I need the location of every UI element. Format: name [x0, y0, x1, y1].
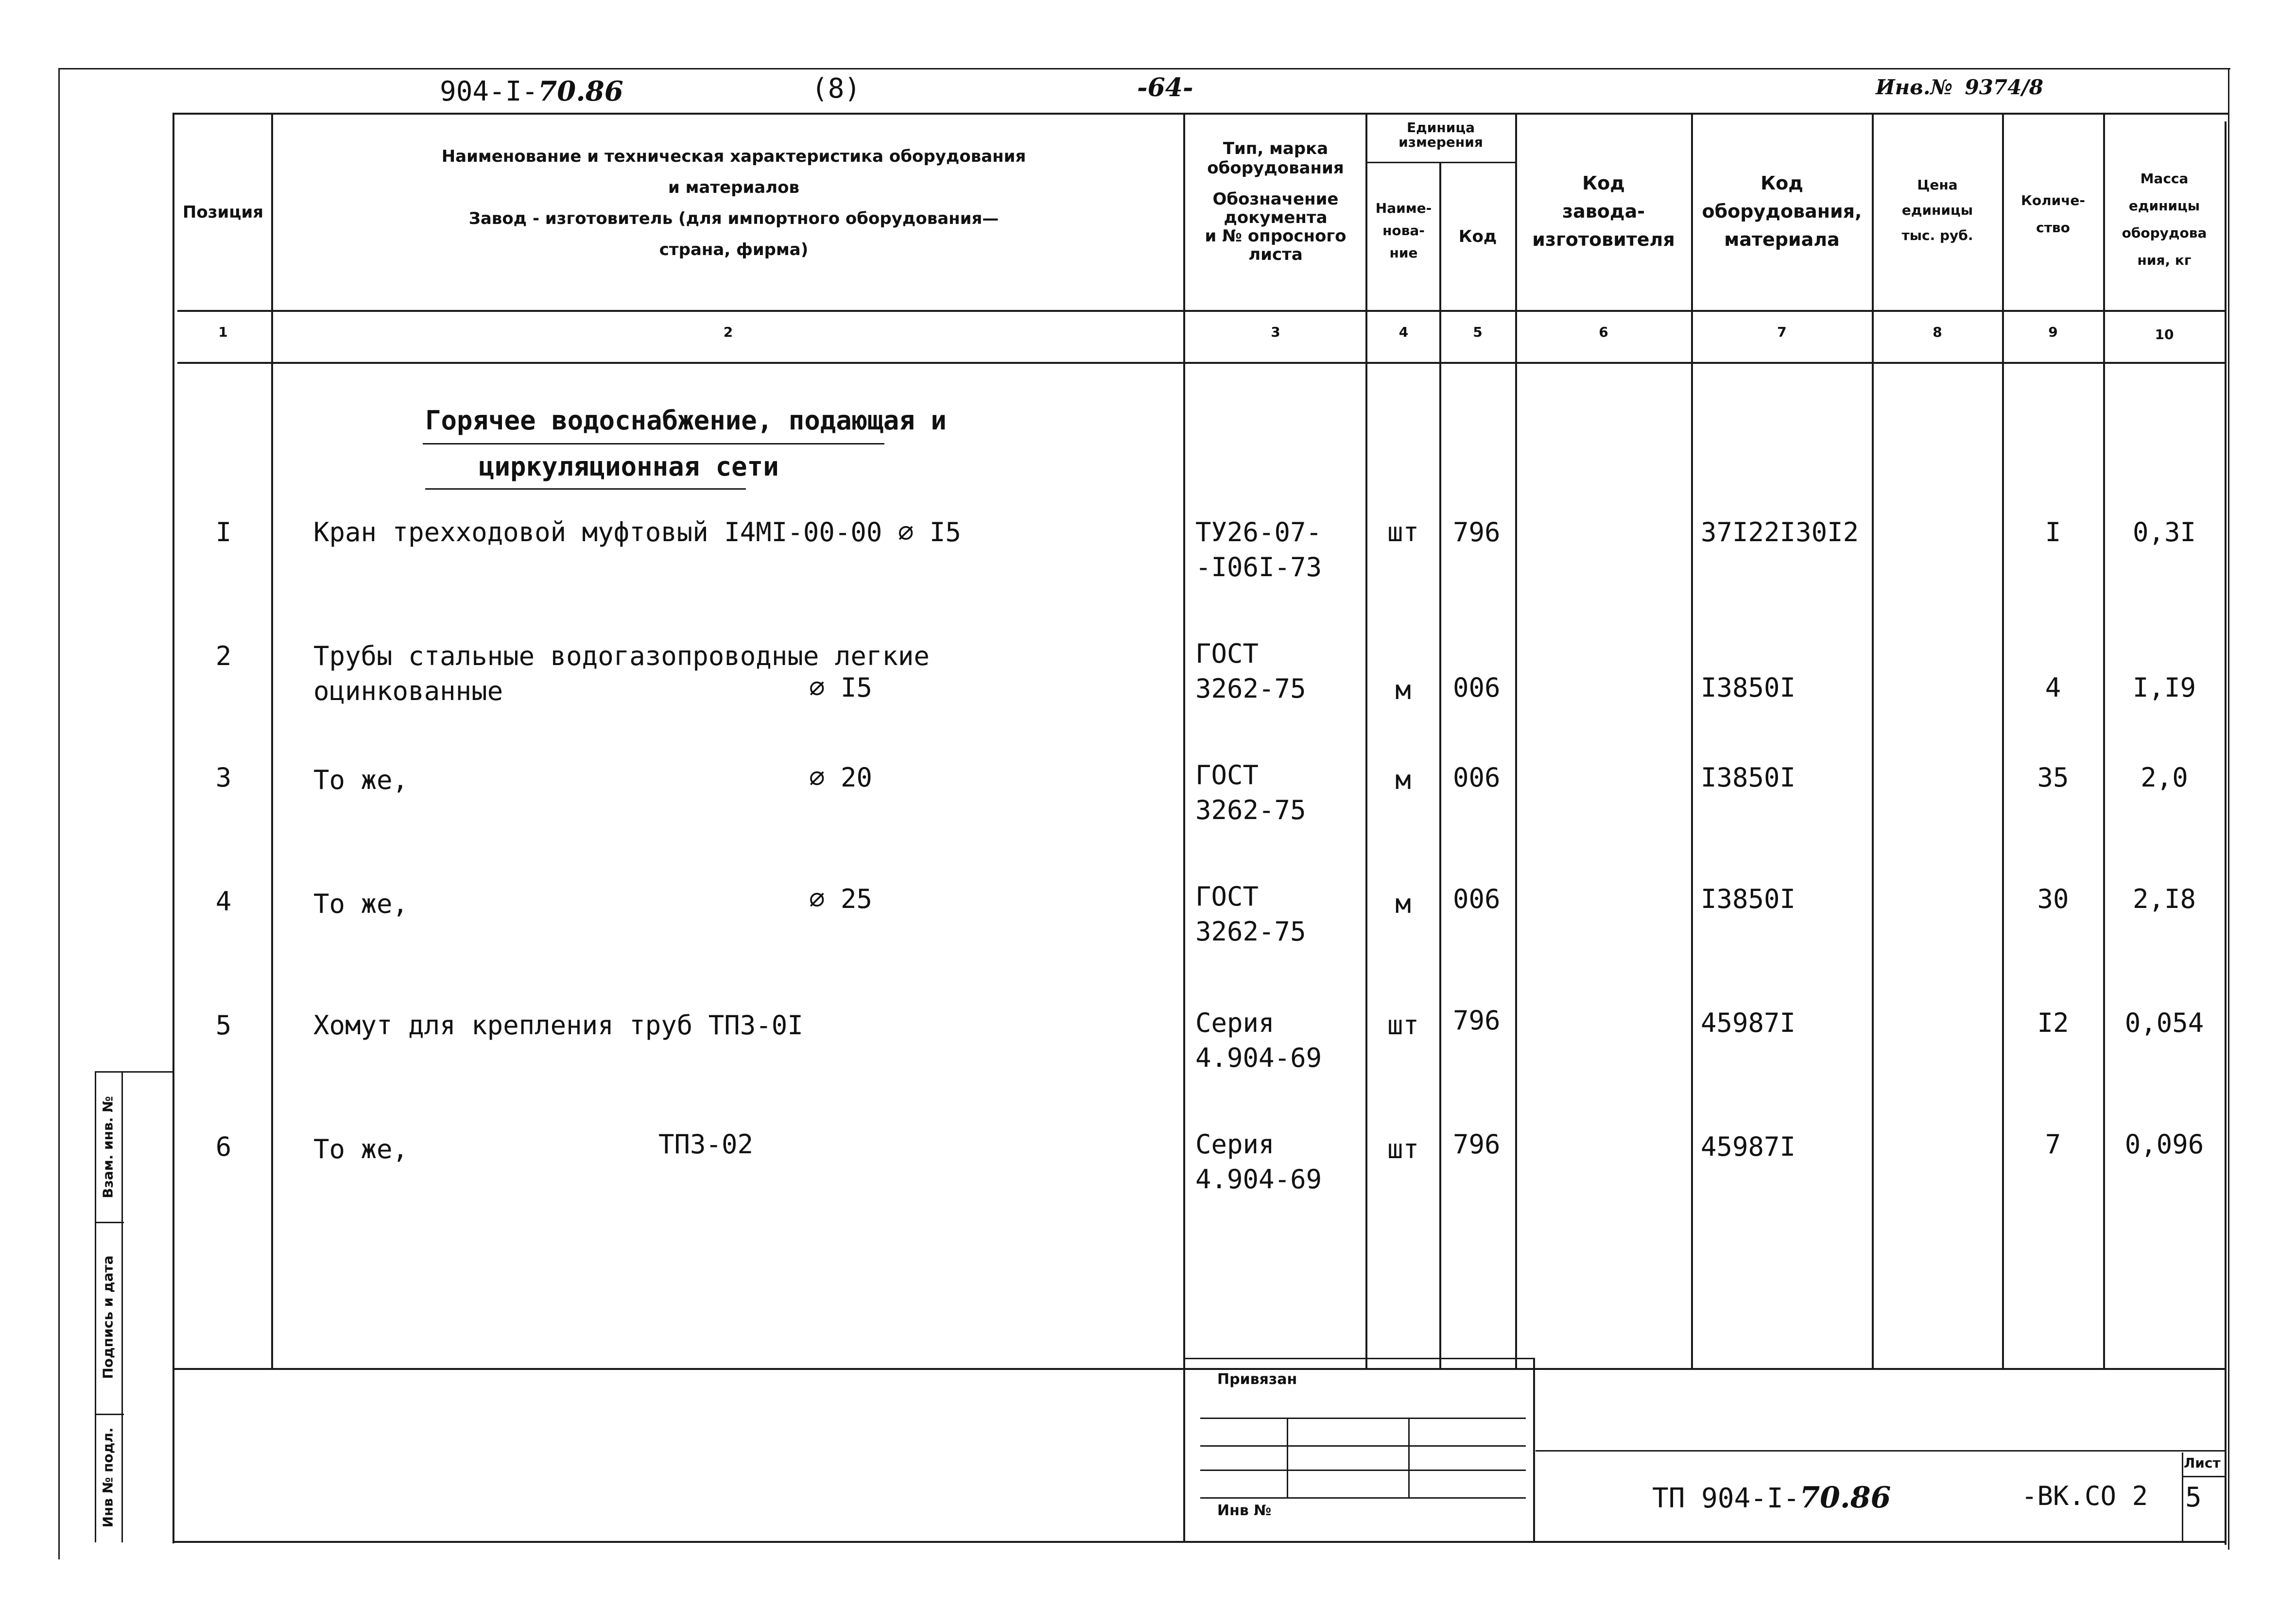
- sheet-number: 5: [2185, 1482, 2202, 1513]
- section-title-line-1: Горячее водоснабжение, подающая и: [425, 405, 947, 436]
- row1-unit-code: 796: [1453, 517, 1501, 547]
- row2-unit-code: 006: [1453, 672, 1501, 703]
- table-bottom-line: [173, 1541, 2226, 1543]
- section-title-underline-1: [423, 443, 884, 444]
- sheet-box-left: [2182, 1453, 2183, 1542]
- row6-mass: 0,096: [2124, 1129, 2204, 1160]
- col-header-price: Цена единицы тыс. руб.: [1901, 177, 1973, 243]
- row3-unit: м: [1395, 765, 1411, 795]
- outer-top-line: [58, 68, 2230, 69]
- linked-box-top: [1183, 1358, 1533, 1359]
- linked-line-3: [1200, 1470, 1526, 1471]
- row3-diameter: ∅ 20: [809, 762, 873, 793]
- sheet-label: Лист: [2184, 1455, 2221, 1471]
- col-num-3: 3: [1271, 324, 1280, 340]
- row2-equip-code: I3850I: [1701, 672, 1796, 703]
- row3-unit-code: 006: [1453, 762, 1501, 793]
- side-stamp-orig-inv: Инв № подл.: [100, 1427, 116, 1528]
- row6-designation: ТПЗ-02: [658, 1129, 754, 1160]
- linked-line-2: [1200, 1445, 1526, 1447]
- col-num-7: 7: [1777, 324, 1787, 340]
- row5-mass: 0,054: [2124, 1008, 2204, 1038]
- row1-type: ТУ26-07- -I06I-73: [1195, 517, 1322, 582]
- section-title-underline-2: [425, 488, 746, 490]
- row2-unit: м: [1395, 675, 1411, 705]
- row2-type: ГОСТ 3262-75: [1195, 638, 1306, 704]
- row3-qty: 35: [2037, 762, 2069, 793]
- col-num-8: 8: [1933, 324, 1942, 340]
- row2-diameter: ∅ I5: [809, 672, 873, 703]
- row4-mass: 2,I8: [2132, 884, 2196, 914]
- linked-col-2: [1408, 1418, 1410, 1497]
- col-num-1: 1: [218, 324, 228, 340]
- unit-group-line: [1366, 162, 1515, 163]
- linked-line-1: [1200, 1418, 1526, 1419]
- row4-diameter: ∅ 25: [809, 884, 873, 914]
- inventory-stamp: Инв.№ 9374/8: [1876, 75, 2043, 99]
- col-line-2: [1183, 113, 1185, 1541]
- row1-qty: I: [2045, 517, 2061, 547]
- col-header-type: Тип, марка оборудования Обозначение документа и № опросного листа: [1205, 139, 1347, 264]
- row3-type: ГОСТ 3262-75: [1195, 760, 1306, 825]
- col-line-4: [1439, 163, 1441, 1368]
- linked-label: Привязан: [1217, 1371, 1297, 1388]
- col-header-position: Позиция: [182, 203, 264, 222]
- table-right-line: [2225, 121, 2227, 1545]
- row6-unit-code: 796: [1453, 1129, 1501, 1160]
- col-line-8: [2002, 113, 2004, 1368]
- row4-unit-code: 006: [1453, 884, 1501, 914]
- linked-col-1: [1287, 1418, 1288, 1497]
- col-line-1: [271, 113, 273, 1368]
- row4-pos: 4: [215, 886, 232, 917]
- doc-code: ТП 904-I-70.86: [1652, 1481, 1891, 1515]
- table-left-line: [173, 113, 174, 1543]
- col-line-5: [1515, 113, 1517, 1368]
- col-header-qty: Количе- ство: [2020, 192, 2086, 236]
- doc-number: 904-I-70.86: [440, 75, 623, 107]
- row5-qty: I2: [2037, 1008, 2069, 1038]
- row6-type: Серия 4.904-69: [1195, 1129, 1322, 1195]
- col-header-unit-group: Единица измерения: [1398, 120, 1483, 150]
- col-num-4: 4: [1398, 324, 1409, 340]
- row2-name: Трубы стальные водогазопроводные легкие оцинкованные: [313, 641, 930, 706]
- code-box-top: [1536, 1450, 2225, 1452]
- col-header-unit-name: Наиме- нова- ние: [1375, 200, 1432, 261]
- col-header-unit-code: Код: [1458, 227, 1497, 246]
- row4-equip-code: I3850I: [1701, 884, 1796, 914]
- row5-pos: 5: [215, 1010, 232, 1041]
- row4-qty: 30: [2037, 884, 2069, 914]
- col-num-2: 2: [723, 324, 733, 340]
- row3-pos: 3: [215, 762, 232, 793]
- row3-equip-code: I3850I: [1701, 762, 1796, 793]
- page-number: -64-: [1137, 73, 1193, 103]
- col-num-6: 6: [1599, 324, 1608, 340]
- col-line-6: [1691, 113, 1693, 1368]
- outer-left-line: [58, 68, 60, 1559]
- row1-unit: шт: [1387, 517, 1419, 547]
- doc-code-suffix: -ВК.СО 2: [2021, 1481, 2148, 1511]
- row6-pos: 6: [215, 1131, 232, 1162]
- row4-type: ГОСТ 3262-75: [1195, 881, 1306, 947]
- col-num-9: 9: [2048, 324, 2058, 340]
- row1-pos: I: [215, 517, 232, 547]
- col-line-7: [1872, 113, 1874, 1368]
- row2-pos: 2: [215, 641, 232, 671]
- row4-name: То же,: [313, 889, 409, 919]
- row5-name: Хомут для крепления труб ТПЗ-0I: [313, 1010, 803, 1041]
- outer-right-line: [2228, 68, 2229, 1550]
- copy-number: (8): [811, 73, 861, 104]
- row5-type: Серия 4.904-69: [1195, 1008, 1322, 1073]
- row3-name: То же,: [313, 765, 409, 795]
- row6-unit: шт: [1387, 1134, 1419, 1164]
- row2-qty: 4: [2045, 672, 2061, 703]
- section-title-line-2: циркуляционная сети: [479, 451, 779, 482]
- row6-equip-code: 45987I: [1701, 1131, 1796, 1162]
- row6-qty: 7: [2045, 1129, 2061, 1160]
- table-top-line: [173, 113, 2228, 115]
- col-header-name: Наименование и техническая характеристика оборудования и материалов Завод - изготовитель (для импортного оборудования— страна, фирма): [441, 147, 1026, 259]
- row1-name: Кран трехходовой муфтовый I4МI-00-00 ∅ I5: [313, 517, 961, 547]
- side-stamp-mid-line: [121, 1071, 123, 1542]
- linked-inv-label: Инв №: [1217, 1502, 1272, 1519]
- side-stamp-replace-inv: Взам. инв. №: [100, 1096, 116, 1198]
- row3-mass: 2,0: [2141, 762, 2188, 793]
- title-block-divider: [1533, 1358, 1535, 1542]
- col-header-mass: Масса единицы оборудова ния, кг: [2122, 171, 2207, 268]
- side-stamp-left-line: [95, 1071, 96, 1542]
- col-header-equip-code: Код оборудования, материала: [1702, 172, 1862, 250]
- numbers-bottom-line: [177, 362, 2226, 364]
- row1-mass: 0,3I: [2132, 517, 2196, 547]
- body-bottom-line: [173, 1368, 2226, 1370]
- side-stamp-signature-date: Подпись и дата: [100, 1255, 116, 1379]
- sheet-box-sep: [2182, 1476, 2225, 1477]
- col-line-3: [1365, 113, 1367, 1368]
- side-stamp-sep-1: [95, 1222, 124, 1223]
- col-header-mfr-code: Код завода- изготовителя: [1532, 172, 1675, 250]
- side-stamp-top-line: [95, 1071, 173, 1073]
- col-num-5: 5: [1473, 324, 1483, 340]
- row5-unit: шт: [1387, 1010, 1419, 1041]
- header-bottom-line: [177, 310, 2226, 312]
- row5-unit-code: 796: [1453, 1005, 1501, 1036]
- row4-unit: м: [1395, 889, 1411, 919]
- row2-mass: I,I9: [2132, 672, 2196, 703]
- col-line-9: [2103, 113, 2105, 1368]
- row5-equip-code: 45987I: [1701, 1008, 1796, 1038]
- linked-line-4: [1200, 1497, 1526, 1499]
- col-num-10: 10: [2155, 326, 2174, 342]
- row6-name: То же,: [313, 1134, 409, 1164]
- row1-equip-code: 37I22I30I2: [1701, 517, 1859, 547]
